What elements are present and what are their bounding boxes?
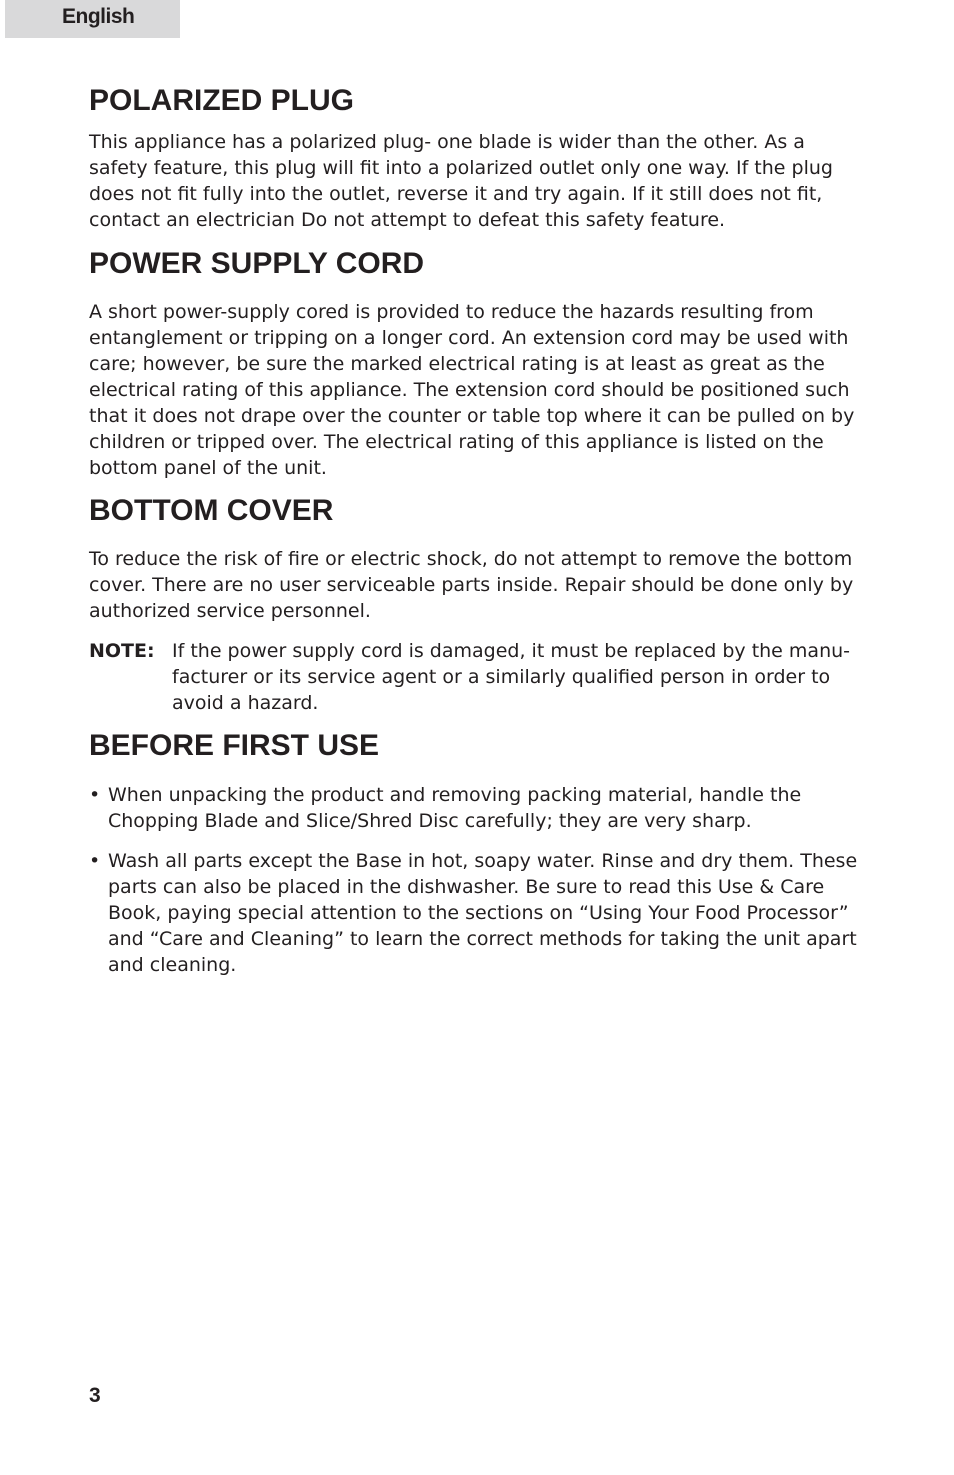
section-title-bottom-cover: BOTTOM COVER [89, 494, 334, 527]
section-body-polarized-plug: This appliance has a polarized plug- one blade is wider than the other. As a safety feature, this plug will fit into a polarized outlet only one way. If the plug does not fit fully into the outlet, reverse it and try again. If it still does not fit, contact an electrician Do not attempt to defeat this safety feature. [89, 131, 833, 231]
list-item-text: Wash all parts except the Base in hot, soapy water. Rinse and dry them. These parts can also be placed in the dishwasher. Be sure to read this Use & Care Book, paying special attention to the sections on “Using Your Food Processor” and “Care and Cleaning” to learn the correct methods for taking the unit apart and cleaning. [108, 850, 858, 976]
list-item [89, 782, 864, 834]
language-tab-label: English [62, 5, 135, 28]
section-body-power-supply-cord: A short power-supply cored is provided to reduce the hazards resulting from entanglement or tripping on a longer cord. An extension cord may be used with care; however, be sure the marked electrical rating is at least as great as the electrical rating of this appliance. The extension cord should be positioned such that it does not drape over the counter or table top where it can be pulled on by children or tripped over. The electrical rating of this appliance is listed on the bottom panel of the unit. [89, 301, 855, 479]
language-tab [5, 0, 180, 38]
section-title-polarized-plug: POLARIZED PLUG [89, 84, 355, 117]
page-number: 3 [89, 1384, 101, 1407]
section-body-bottom-cover: To reduce the risk of fire or electric shock, do not attempt to remove the bottom cover. There are no user serviceable parts inside. Repair should be done only by authorized service personnel. [89, 548, 854, 622]
bullet-icon: • [89, 784, 101, 806]
list-item-text: When unpacking the product and removing packing material, handle the Chopping Blade and Slice/Shred Disc carefully; they are very sharp. [108, 784, 802, 832]
note-label: NOTE: [89, 640, 155, 662]
note-text: If the power supply cord is damaged, it must be replaced by the manu-facturer or its service agent or a similarly qualified person in order to avoid a hazard. [172, 640, 851, 714]
bullet-icon: • [89, 850, 101, 872]
note-block [89, 638, 864, 716]
section-title-power-supply-cord: POWER SUPPLY CORD [89, 247, 425, 280]
section-title-before-first-use: BEFORE FIRST USE [89, 729, 380, 762]
list-item [89, 848, 864, 978]
